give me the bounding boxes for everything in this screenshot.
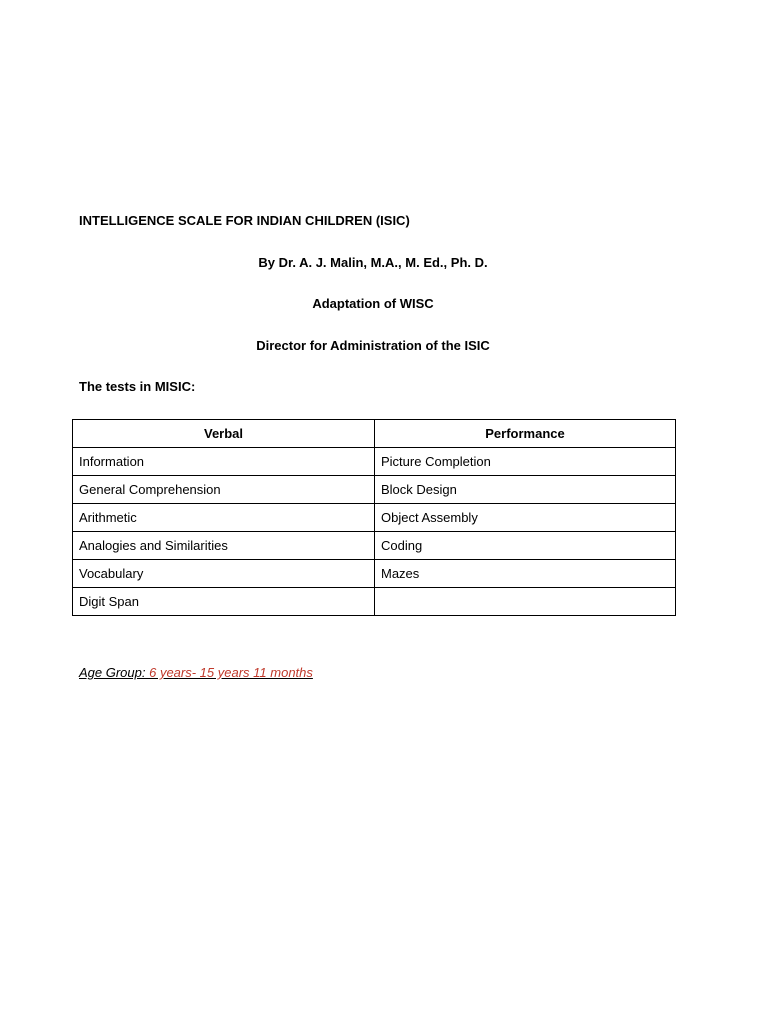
author-line: By Dr. A. J. Malin, M.A., M. Ed., Ph. D. [258,255,488,270]
table-row [73,448,676,476]
table-row [73,504,676,532]
age-group-value: 6 years- 15 years 11 months [145,665,313,680]
performance-cell [375,588,676,616]
verbal-cell: Arithmetic [73,504,375,532]
table-row [73,588,676,616]
verbal-cell: Digit Span [73,588,375,616]
table-row [73,532,676,560]
adaptation-line: Adaptation of WISC [312,296,434,311]
document-title: INTELLIGENCE SCALE FOR INDIAN CHILDREN (ISIC) [79,213,410,228]
performance-cell: Mazes [375,560,676,588]
age-group [79,665,313,681]
performance-cell: Block Design [375,476,676,504]
table-header-row [73,420,676,448]
tests-heading: The tests in MISIC: [79,379,196,394]
verbal-cell: Information [73,448,375,476]
verbal-cell: Analogies and Similarities [73,532,375,560]
performance-cell: Coding [375,532,676,560]
header-verbal: Verbal [73,420,375,448]
verbal-cell: General Comprehension [73,476,375,504]
table-row [73,476,676,504]
header-performance: Performance [375,420,676,448]
age-group-label: Age Group: [79,665,146,680]
tests-table [72,419,676,616]
performance-cell: Picture Completion [375,448,676,476]
performance-cell: Object Assembly [375,504,676,532]
director-line: Director for Administration of the ISIC [256,338,490,353]
table-row [73,560,676,588]
verbal-cell: Vocabulary [73,560,375,588]
